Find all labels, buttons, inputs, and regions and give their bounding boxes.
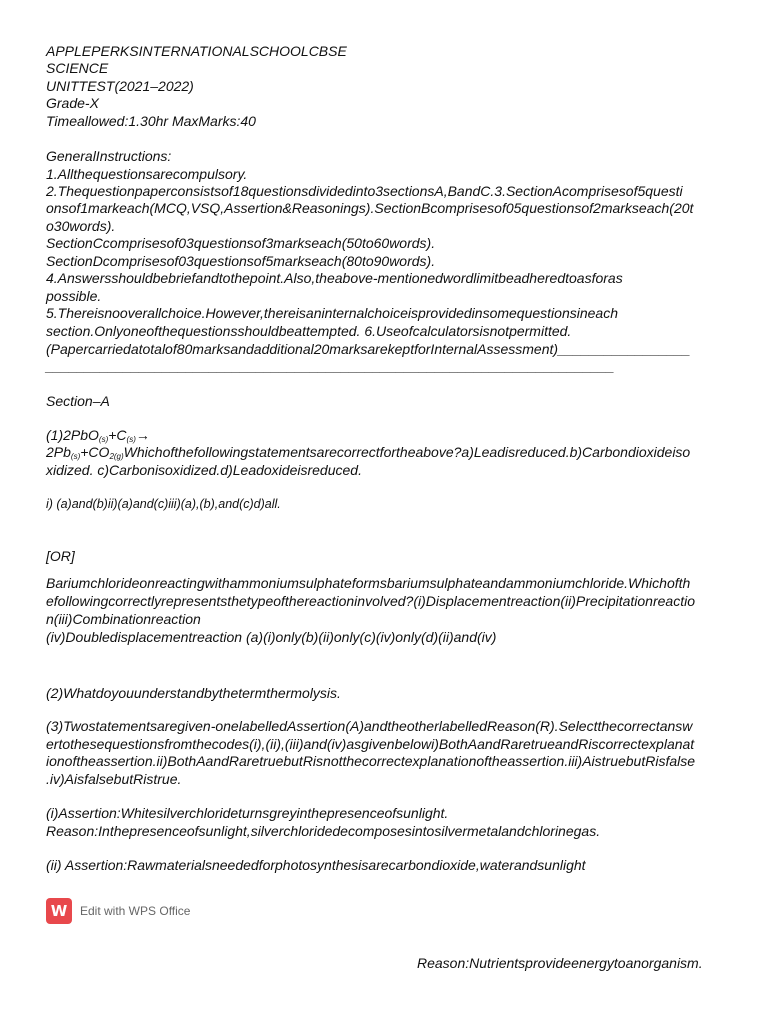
q3-line: ertothesequestionsfromthecodes(i),(ii),(iii)and(iv)asgivenbelowi)BothAandRaretrueandRiscorrectexplanat <box>46 736 695 752</box>
instruction-line: 5.Thereisnooverallchoice.However,thereisaninternalchoiceisprovidedinsomequestionsineach <box>46 305 618 321</box>
q3-line: ionoftheassertion.ii)BothAandRaretruebutRisnotthecorrectexplanationoftheassertion.iii)AistruebutRisfalse <box>46 753 696 769</box>
instructions-heading: GeneralInstructions: <box>46 148 172 164</box>
q1-alt-line: efollowingcorrectlyrepresentsthetypeofthereactioninvolved?(i)Displacementreaction(ii)Precipitationreactio <box>46 593 695 609</box>
q1-alt-line: Bariumchlorideonreactingwithammoniumsulphateformsbariumsulphateandammoniumchloride.Whichofth <box>46 575 691 591</box>
q1-equation-line2: $2Pb_{(s)}+CO_{2(g)}Whichofthefollowingstatementsarecorrectfortheabove?a)Leadisreduced.b)Carbondioxideiso$ <box>46 444 691 461</box>
q3-i-reason: Reason:Inthepresenceofsunlight,silverchloridedecomposesintosilvermetalandchlorinegas. <box>46 823 601 839</box>
wps-logo-icon: W <box>46 898 72 924</box>
instruction-line: SectionCcomprisesof03questionsof3markseach(50to60words). <box>46 235 436 251</box>
wps-edit-link[interactable] <box>46 898 190 924</box>
instruction-line: SectionDcomprisesof03questionsof5markseach(80to90words). <box>46 253 436 269</box>
q1-line3: xidized. c)Carbonisoxidized.d)Leadoxideisreduced. <box>46 462 362 478</box>
section-heading: Section–A <box>46 393 110 409</box>
subject: SCIENCE <box>46 60 109 76</box>
instruction-line: (Papercarriedatotalof80marksandadditional20marksarekeptforInternalAssessment)_________________ <box>46 341 691 357</box>
instruction-line: possible. <box>46 288 102 304</box>
wps-label: Edit with WPS Office <box>80 904 191 918</box>
time-marks: Timeallowed:1.30hr MaxMarks:40 <box>46 113 256 129</box>
q1-alt-line: n(iii)Combinationreaction <box>46 611 201 627</box>
instruction-line: 2.Thequestionpaperconsistsof18questionsdividedinto3sectionsA,BandC.3.SectionAcomprisesof5questi <box>46 183 683 199</box>
q2: (2)Whatdoyouunderstandbythetermthermolysis. <box>46 685 341 701</box>
q3-line: (3)Twostatementsaregiven-onelabelledAssertion(A)andtheotherlabelledReason(R).Selectthecorrectansw <box>46 718 693 734</box>
q3-line: .iv)AisfalsebutRistrue. <box>46 771 182 787</box>
instruction-line: 4.Answersshouldbebriefandtothepoint.Also,theabove-mentionedwordlimitbeadheredtoasforas <box>46 270 623 286</box>
grade: Grade-X <box>46 95 99 111</box>
q3-ii-assertion: (ii) Assertion:Rawmaterialsneededforphotosynthesisarecarbondioxide,waterandsunlight <box>46 857 586 873</box>
instruction-line: o30words). <box>46 218 116 234</box>
test-title: UNITTEST(2021–2022) <box>46 78 194 94</box>
instruction-line: _________________________________________________________________________ <box>46 358 615 374</box>
q3-i-assertion: (i)Assertion:Whitesilverchlorideturnsgreyinthepresenceofsunlight. <box>46 805 449 821</box>
school-name: APPLEPERKSINTERNATIONALSCHOOLCBSE <box>46 43 347 59</box>
q1-options: i) (a)and(b)ii)(a)and(c)iii)(a),(b),and(c)d)all. <box>46 497 281 511</box>
instruction-line: section.Onlyoneofthequestionsshouldbeattempted. 6.Useofcalculatorsisnotpermitted. <box>46 323 572 339</box>
or-label: [OR] <box>46 548 75 564</box>
q1-alt-line: (iv)Doubledisplacementreaction (a)(i)only(b)(ii)only(c)(iv)only(d)(ii)and(iv) <box>46 629 497 645</box>
instruction-line: onsof1markeach(MCQ,VSQ,Assertion&Reasonings).SectionBcomprisesof05questionsof2markseach(20t <box>46 200 694 216</box>
q3-ii-reason: Reason:Nutrientsprovideenergytoanorganism. <box>417 955 703 971</box>
instruction-line: 1.Allthequestionsarecompulsory. <box>46 166 248 182</box>
q1-equation-line1: $(1)2PbO_{(s)}+C_{(s)}\to$ <box>46 427 150 444</box>
